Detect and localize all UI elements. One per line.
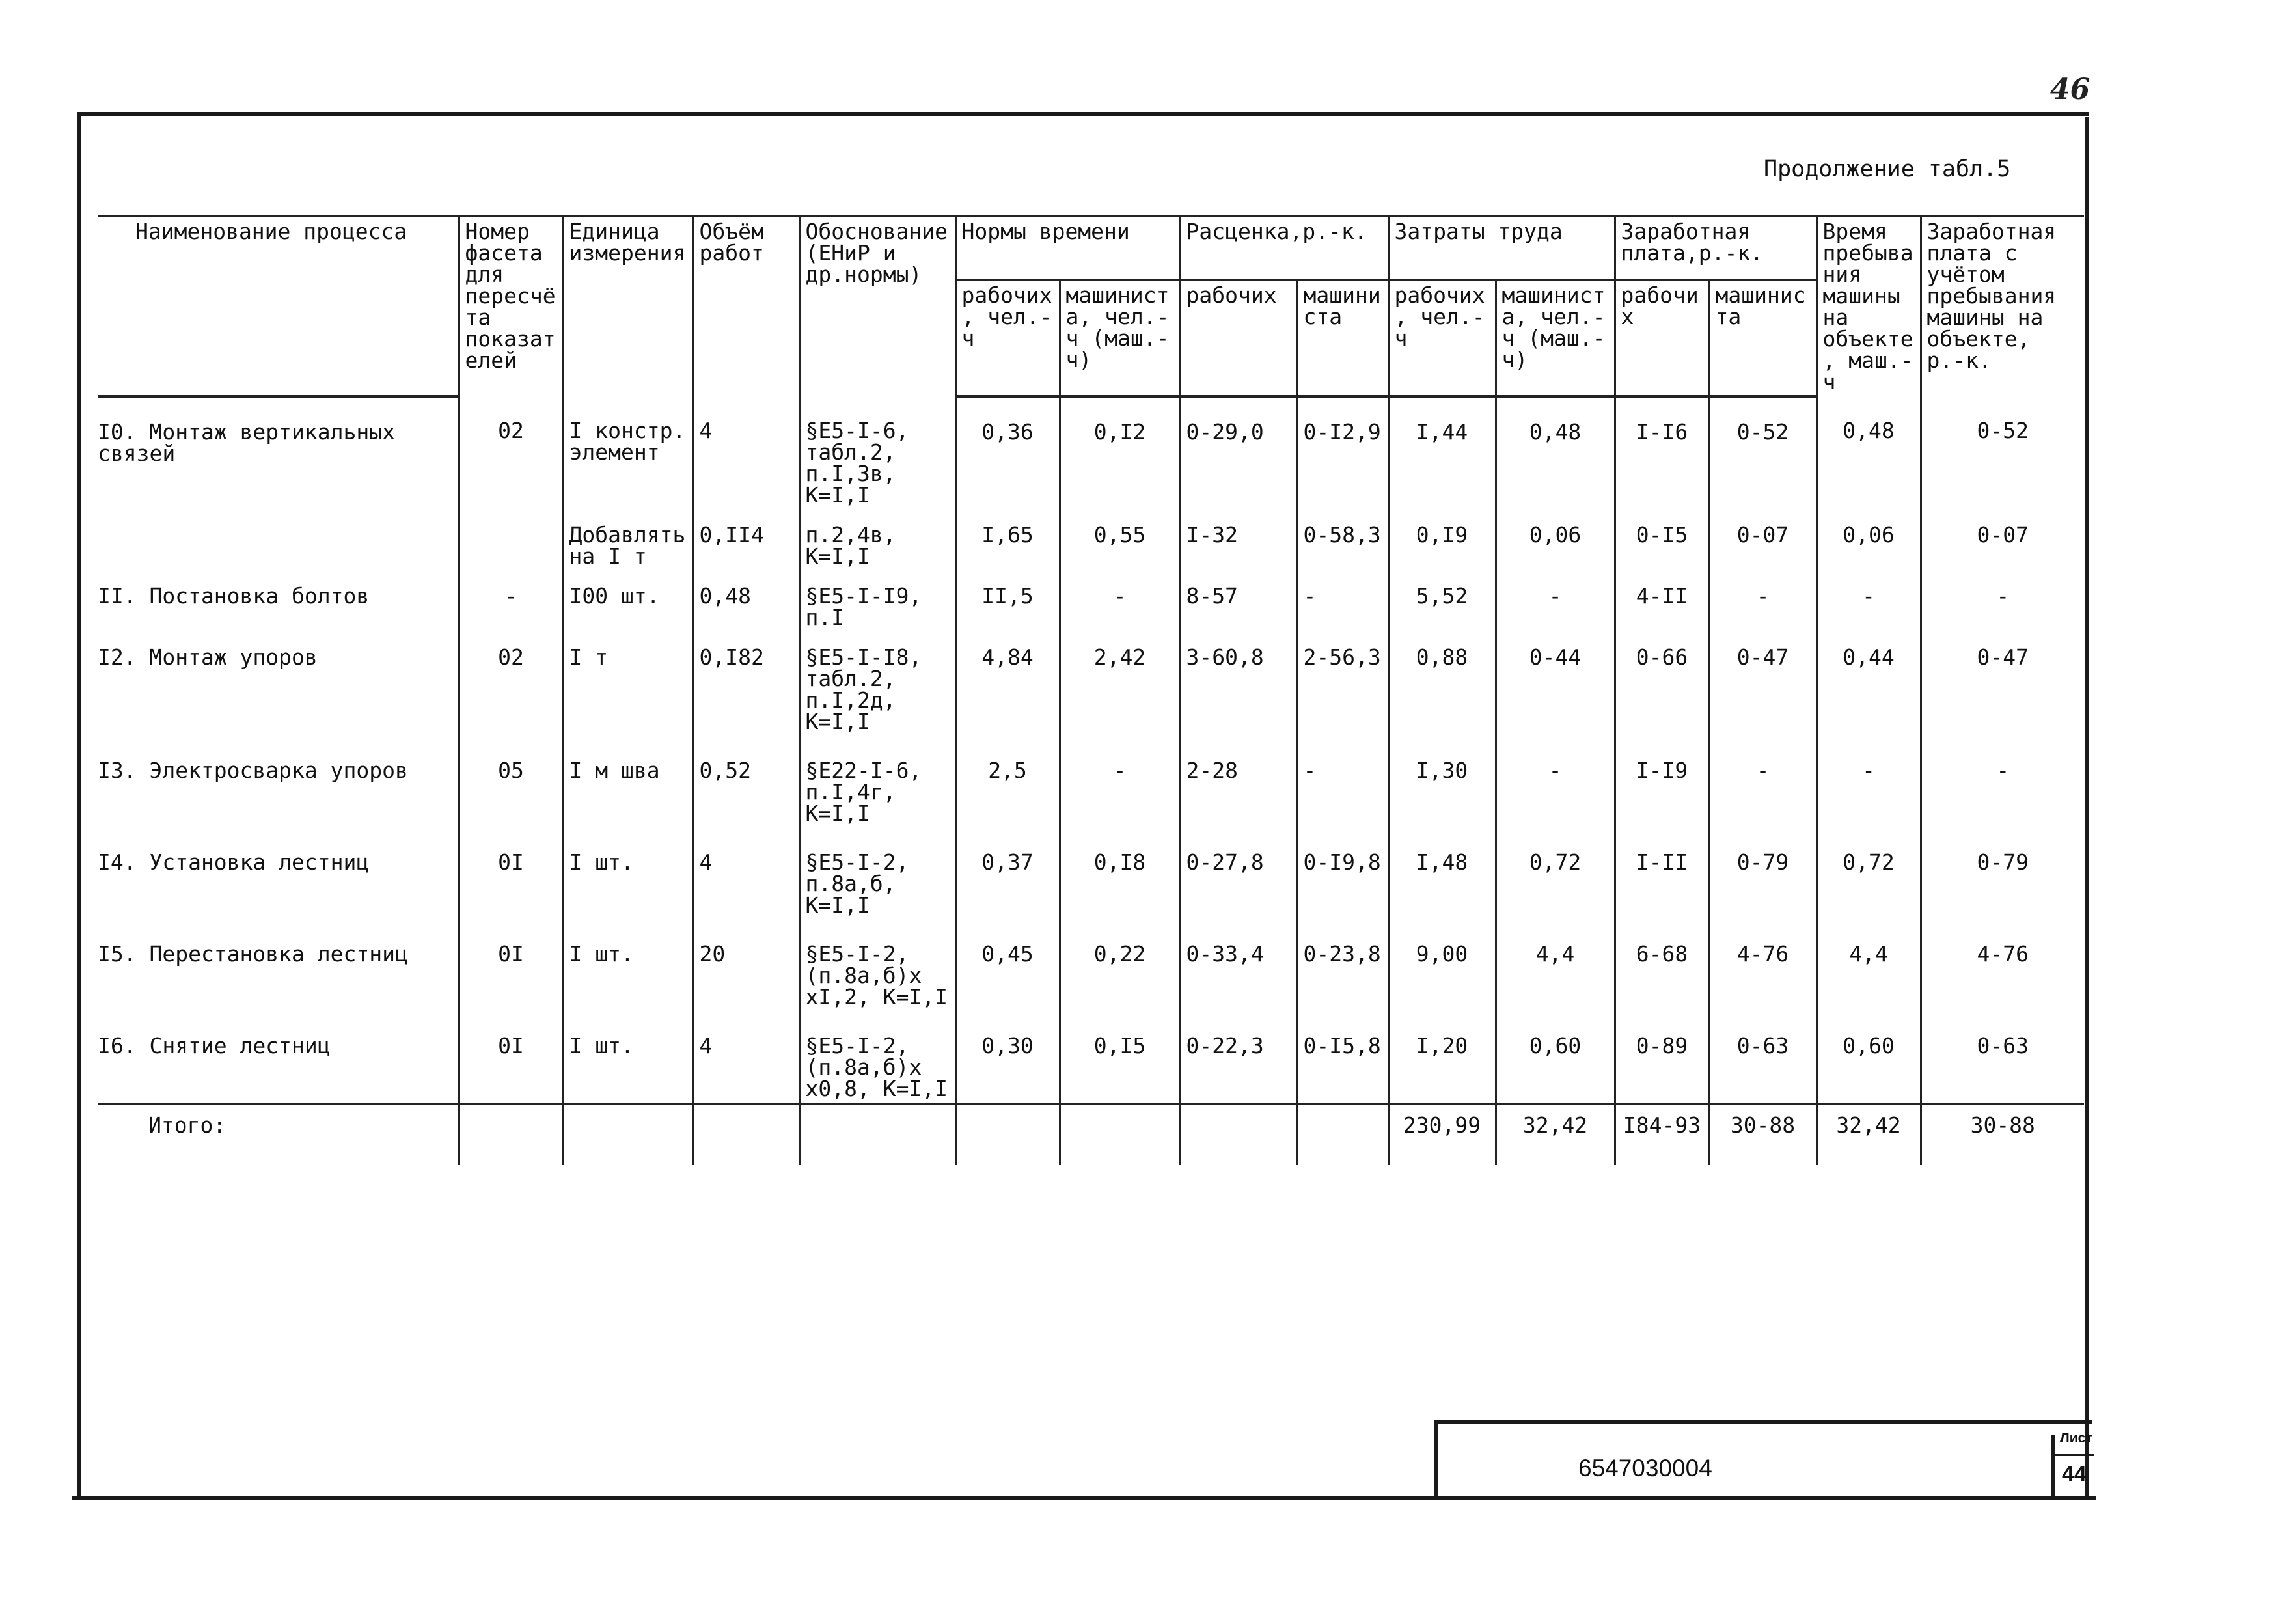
total-empty-cell bbox=[1180, 1105, 1297, 1166]
cell-basis: п.2,4в, К=I,I bbox=[799, 510, 955, 571]
cell-rate-machinists: - bbox=[1297, 571, 1388, 632]
cell-rate-machinists: 0-23,8 bbox=[1297, 920, 1388, 1012]
cell-labor-workers: 5,52 bbox=[1388, 571, 1496, 632]
cell-time-workers: 4,84 bbox=[955, 632, 1060, 736]
header-time-norms: Нормы времени bbox=[955, 216, 1180, 280]
cell-wage-machinists: 0-52 bbox=[1709, 396, 1816, 510]
cell-process-name: II. Постановка болтов bbox=[98, 571, 459, 632]
total-label: Итого: bbox=[98, 1105, 459, 1166]
cell-unit: I констр. элемент bbox=[563, 396, 693, 510]
stamp-divider-left bbox=[1434, 1420, 1438, 1496]
cell-unit: I м шва bbox=[563, 736, 693, 828]
cell-rate-machinists: 0-I5,8 bbox=[1297, 1012, 1388, 1105]
cell-time-workers: I,65 bbox=[955, 510, 1060, 571]
cell-volume: 0,II4 bbox=[693, 510, 799, 571]
cell-wage-with-stay: - bbox=[1921, 571, 2084, 632]
cell-time-workers: 0,37 bbox=[955, 828, 1060, 920]
cell-wage-workers: 0-66 bbox=[1615, 632, 1709, 736]
cell-wage-machinists: 0-79 bbox=[1709, 828, 1816, 920]
header-wage-with-stay: Заработная плата с учётом пребывания машины на объекте, р.-к. bbox=[1921, 216, 2084, 397]
header-basis: Обоснование (ЕНиР и др.нормы) bbox=[799, 216, 955, 397]
cell-wage-machinists: 0-07 bbox=[1709, 510, 1816, 571]
frame-bottom-line bbox=[72, 1496, 2096, 1500]
cell-process-name: I0. Монтаж вертикальных связей bbox=[98, 396, 459, 510]
total-empty-cell bbox=[1060, 1105, 1180, 1166]
frame-top-line bbox=[77, 112, 2089, 116]
cell-time-workers: II,5 bbox=[955, 571, 1060, 632]
total-empty-cell bbox=[693, 1105, 799, 1166]
cell-rate-workers: 3-60,8 bbox=[1180, 632, 1297, 736]
cell-basis: §Е5-I-2, п.8а,б, К=I,I bbox=[799, 828, 955, 920]
cell-labor-workers: I,20 bbox=[1388, 1012, 1496, 1105]
page-mark: 46 bbox=[2050, 73, 2090, 106]
cell-process-name bbox=[98, 510, 459, 571]
table-caption: Продолжение табл.5 bbox=[1764, 156, 2011, 182]
total-empty-cell bbox=[1297, 1105, 1388, 1166]
cell-wage-with-stay: 4-76 bbox=[1921, 920, 2084, 1012]
cell-rate-workers: 0-22,3 bbox=[1180, 1012, 1297, 1105]
cell-wage-with-stay: 0-63 bbox=[1921, 1012, 2084, 1105]
cell-rate-workers: 8-57 bbox=[1180, 571, 1297, 632]
stamp-top-line bbox=[1434, 1420, 2092, 1424]
cell-time-workers: 2,5 bbox=[955, 736, 1060, 828]
table-row bbox=[98, 1012, 2084, 1105]
cell-time-workers: 0,45 bbox=[955, 920, 1060, 1012]
cell-rate-workers: 0-29,0 bbox=[1180, 396, 1297, 510]
cell-facet bbox=[459, 510, 563, 571]
header-rate-machinists: машиниста bbox=[1297, 280, 1388, 396]
work-table bbox=[98, 215, 2084, 1165]
cell-machine-time: 0,48 bbox=[1816, 396, 1921, 510]
cell-labor-workers: 0,I9 bbox=[1388, 510, 1496, 571]
total-wage-with-stay: 30-88 bbox=[1921, 1105, 2084, 1166]
header-row-1 bbox=[98, 216, 2084, 280]
cell-time-machinists: 0,55 bbox=[1060, 510, 1180, 571]
cell-time-machinists: 0,22 bbox=[1060, 920, 1180, 1012]
cell-rate-workers: 0-27,8 bbox=[1180, 828, 1297, 920]
cell-process-name: I3. Электросварка упоров bbox=[98, 736, 459, 828]
cell-machine-time: 0,06 bbox=[1816, 510, 1921, 571]
cell-rate-workers: 0-33,4 bbox=[1180, 920, 1297, 1012]
cell-unit: I шт. bbox=[563, 920, 693, 1012]
cell-rate-machinists: 0-I2,9 bbox=[1297, 396, 1388, 510]
cell-volume: 0,48 bbox=[693, 571, 799, 632]
cell-unit: I шт. bbox=[563, 1012, 693, 1105]
cell-wage-machinists: 0-47 bbox=[1709, 632, 1816, 736]
cell-volume: 0,52 bbox=[693, 736, 799, 828]
cell-labor-machinists: - bbox=[1496, 736, 1615, 828]
header-rate-workers: рабочих bbox=[1180, 280, 1297, 396]
cell-wage-workers: I-I6 bbox=[1615, 396, 1709, 510]
total-row bbox=[98, 1105, 2084, 1166]
cell-labor-workers: I,44 bbox=[1388, 396, 1496, 510]
cell-basis: §Е5-I-I8, табл.2, п.I,2д, К=I,I bbox=[799, 632, 955, 736]
cell-wage-workers: I-II bbox=[1615, 828, 1709, 920]
cell-wage-workers: 6-68 bbox=[1615, 920, 1709, 1012]
cell-process-name: I6. Снятие лестниц bbox=[98, 1012, 459, 1105]
cell-time-workers: 0,30 bbox=[955, 1012, 1060, 1105]
table-row bbox=[98, 396, 2084, 510]
cell-wage-with-stay: 0-07 bbox=[1921, 510, 2084, 571]
cell-wage-workers: I-I9 bbox=[1615, 736, 1709, 828]
cell-process-name: I4. Установка лестниц bbox=[98, 828, 459, 920]
table-row bbox=[98, 736, 2084, 828]
cell-facet: - bbox=[459, 571, 563, 632]
cell-volume: 4 bbox=[693, 828, 799, 920]
header-wage-workers: рабочих bbox=[1615, 280, 1709, 396]
table-row bbox=[98, 920, 2084, 1012]
cell-rate-machinists: 2-56,3 bbox=[1297, 632, 1388, 736]
table-body bbox=[98, 396, 2084, 1105]
cell-labor-machinists: 4,4 bbox=[1496, 920, 1615, 1012]
cell-process-name: I5. Перестановка лестниц bbox=[98, 920, 459, 1012]
table-row bbox=[98, 571, 2084, 632]
total-labor-workers: 230,99 bbox=[1388, 1105, 1496, 1166]
cell-wage-machinists: - bbox=[1709, 571, 1816, 632]
frame-right-line bbox=[2085, 117, 2089, 1500]
stamp-divider-right bbox=[2051, 1435, 2055, 1496]
cell-facet: 0I bbox=[459, 828, 563, 920]
cell-wage-machinists: 4-76 bbox=[1709, 920, 1816, 1012]
cell-volume: 4 bbox=[693, 396, 799, 510]
cell-labor-workers: I,30 bbox=[1388, 736, 1496, 828]
header-name: Наименование процесса bbox=[98, 216, 459, 397]
cell-machine-time: 0,44 bbox=[1816, 632, 1921, 736]
total-wage-machinists: 30-88 bbox=[1709, 1105, 1816, 1166]
cell-labor-machinists: 0,72 bbox=[1496, 828, 1615, 920]
cell-unit: I00 шт. bbox=[563, 571, 693, 632]
cell-wage-with-stay: - bbox=[1921, 736, 2084, 828]
cell-machine-time: 0,60 bbox=[1816, 1012, 1921, 1105]
sheet-label: Лист bbox=[2060, 1431, 2092, 1446]
cell-basis: §Е22-I-6, п.I,4г, К=I,I bbox=[799, 736, 955, 828]
cell-facet: 0I bbox=[459, 920, 563, 1012]
header-time-machinists: машиниста, чел.-ч (маш.-ч) bbox=[1060, 280, 1180, 396]
cell-rate-workers: 2-28 bbox=[1180, 736, 1297, 828]
total-empty-cell bbox=[563, 1105, 693, 1166]
cell-rate-machinists: - bbox=[1297, 736, 1388, 828]
cell-labor-workers: 0,88 bbox=[1388, 632, 1496, 736]
cell-unit: I шт. bbox=[563, 828, 693, 920]
cell-labor-machinists: - bbox=[1496, 571, 1615, 632]
cell-labor-machinists: 0,48 bbox=[1496, 396, 1615, 510]
cell-labor-workers: I,48 bbox=[1388, 828, 1496, 920]
header-wage: Заработная плата,р.-к. bbox=[1615, 216, 1816, 280]
total-empty-cell bbox=[799, 1105, 955, 1166]
cell-basis: §Е5-I-I9, п.I bbox=[799, 571, 955, 632]
cell-wage-machinists: - bbox=[1709, 736, 1816, 828]
cell-labor-machinists: 0,60 bbox=[1496, 1012, 1615, 1105]
total-wage-workers: I84-93 bbox=[1615, 1105, 1709, 1166]
header-labor: Затраты труда bbox=[1388, 216, 1615, 280]
header-facet: Номер фасета для пересчёта показателей bbox=[459, 216, 563, 397]
total-labor-machinists: 32,42 bbox=[1496, 1105, 1615, 1166]
header-machine-time: Время пребывания машины на объекте, маш.-ч bbox=[1816, 216, 1921, 397]
cell-time-machinists: - bbox=[1060, 736, 1180, 828]
cell-volume: 20 bbox=[693, 920, 799, 1012]
cell-time-machinists: 2,42 bbox=[1060, 632, 1180, 736]
cell-volume: 0,I82 bbox=[693, 632, 799, 736]
sheet-number: 44 bbox=[2062, 1462, 2087, 1487]
header-wage-machinists: машиниста bbox=[1709, 280, 1816, 396]
cell-time-workers: 0,36 bbox=[955, 396, 1060, 510]
cell-rate-workers: I-32 bbox=[1180, 510, 1297, 571]
table-row bbox=[98, 828, 2084, 920]
cell-wage-with-stay: 0-52 bbox=[1921, 396, 2084, 510]
cell-machine-time: 0,72 bbox=[1816, 828, 1921, 920]
cell-wage-workers: 0-I5 bbox=[1615, 510, 1709, 571]
cell-facet: 05 bbox=[459, 736, 563, 828]
cell-facet: 02 bbox=[459, 396, 563, 510]
header-time-workers: рабочих, чел.-ч bbox=[955, 280, 1060, 396]
cell-labor-machinists: 0,06 bbox=[1496, 510, 1615, 571]
cell-process-name: I2. Монтаж упоров bbox=[98, 632, 459, 736]
cell-rate-machinists: 0-58,3 bbox=[1297, 510, 1388, 571]
total-empty-cell bbox=[955, 1105, 1060, 1166]
cell-facet: 02 bbox=[459, 632, 563, 736]
cell-wage-with-stay: 0-47 bbox=[1921, 632, 2084, 736]
cell-unit: Добавлять на I т bbox=[563, 510, 693, 571]
stamp-sheet-divider bbox=[2051, 1454, 2094, 1456]
cell-wage-workers: 4-II bbox=[1615, 571, 1709, 632]
cell-machine-time: 4,4 bbox=[1816, 920, 1921, 1012]
cell-basis: §Е5-I-6, табл.2, п.I,3в, К=I,I bbox=[799, 396, 955, 510]
header-unit: Единица измерения bbox=[563, 216, 693, 397]
total-machine-time: 32,42 bbox=[1816, 1105, 1921, 1166]
cell-wage-with-stay: 0-79 bbox=[1921, 828, 2084, 920]
cell-basis: §Е5-I-2, (п.8а,б)х х0,8, К=I,I bbox=[799, 1012, 955, 1105]
cell-rate-machinists: 0-I9,8 bbox=[1297, 828, 1388, 920]
header-labor-workers: рабочих, чел.-ч bbox=[1388, 280, 1496, 396]
header-volume: Объём работ bbox=[693, 216, 799, 397]
table-row bbox=[98, 632, 2084, 736]
cell-wage-workers: 0-89 bbox=[1615, 1012, 1709, 1105]
cell-time-machinists: - bbox=[1060, 571, 1180, 632]
cell-machine-time: - bbox=[1816, 736, 1921, 828]
cell-time-machinists: 0,I2 bbox=[1060, 396, 1180, 510]
cell-labor-machinists: 0-44 bbox=[1496, 632, 1615, 736]
total-empty-cell bbox=[459, 1105, 563, 1166]
header-labor-machinists: машиниста, чел.-ч (маш.-ч) bbox=[1496, 280, 1615, 396]
cell-wage-machinists: 0-63 bbox=[1709, 1012, 1816, 1105]
cell-time-machinists: 0,I5 bbox=[1060, 1012, 1180, 1105]
header-rate: Расценка,р.-к. bbox=[1180, 216, 1388, 280]
cell-basis: §Е5-I-2, (п.8а,б)х хI,2, К=I,I bbox=[799, 920, 955, 1012]
cell-volume: 4 bbox=[693, 1012, 799, 1105]
document-number: 6547030004 bbox=[1578, 1455, 1712, 1481]
cell-unit: I т bbox=[563, 632, 693, 736]
cell-facet: 0I bbox=[459, 1012, 563, 1105]
cell-machine-time: - bbox=[1816, 571, 1921, 632]
frame-left-line bbox=[77, 112, 81, 1500]
cell-time-machinists: 0,I8 bbox=[1060, 828, 1180, 920]
cell-labor-workers: 9,00 bbox=[1388, 920, 1496, 1012]
table-row bbox=[98, 510, 2084, 571]
